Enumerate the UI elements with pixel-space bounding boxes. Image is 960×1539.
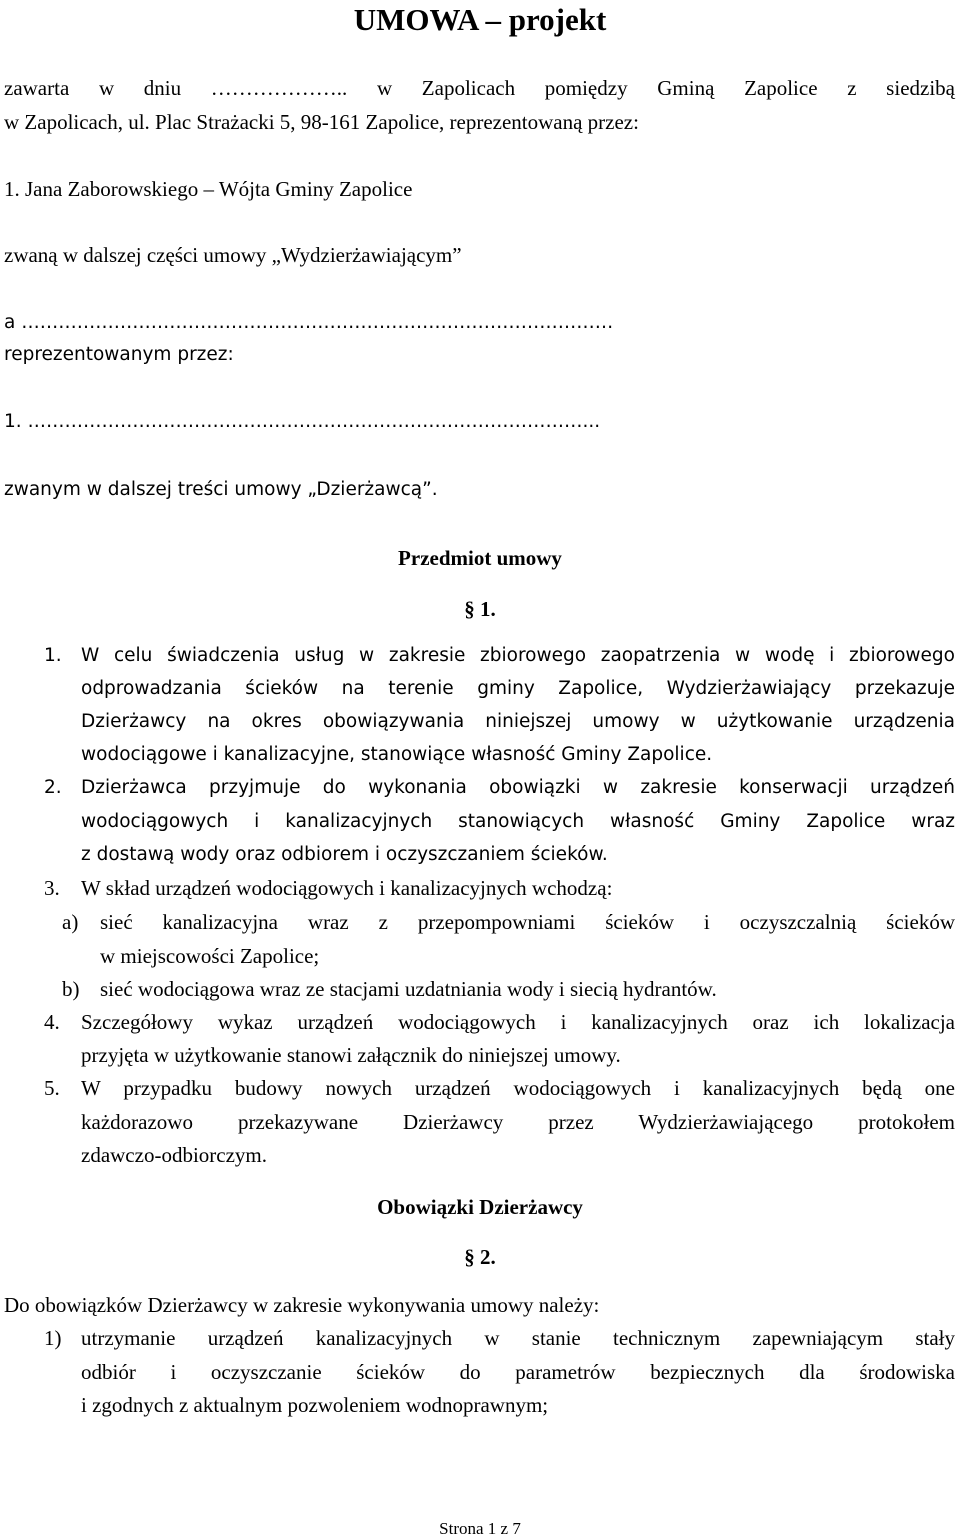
item-2-line-2: wodociągowych i kanalizacyjnych stanowiących własność Gminy Zapolice wraz (81, 811, 955, 832)
intro-line-2: w Zapolicach, ul. Plac Strażacki 5, 98-161 Zapolice, reprezentowaną przez: (4, 110, 639, 134)
item-4-line-2: przyjęta w użytkowanie stanowi załącznik do niniejszej umowy. (81, 1043, 621, 1067)
intro-line-1: zawarta w dniu ……………….. w Zapolicach pomiędzy Gminą Zapolice z siedzibą (4, 76, 955, 100)
party-b-rep: reprezentowanym przez: (4, 344, 234, 365)
item-3b-line-1: sieć wodociągowa wraz ze stacjami uzdatniania wody i siecią hydrantów. (100, 977, 717, 1001)
lessor-named: zwaną w dalszej części umowy „Wydzierżawiającym” (4, 243, 462, 267)
section-2-paragraph: § 2. (464, 1245, 496, 1269)
page-footer: Strona 1 z 7 (439, 1519, 521, 1538)
item-4-line-1: Szczegółowy wykaz urządzeń wodociągowych i kanalizacyjnych oraz ich lokalizacja (81, 1010, 955, 1034)
item-1-line-3: Dzierżawcy na okres obowiązywania niniejszej umowy w użytkowanie urządzenia (81, 711, 955, 732)
item-1-line-4: wodociągowe i kanalizacyjne, stanowiące własność Gminy Zapolice. (81, 744, 713, 765)
item-1-line-1: W celu świadczenia usług w zakresie zbiorowego zaopatrzenia w wodę i zbiorowego (81, 645, 955, 666)
s2-item-1-line-3: i zgodnych z aktualnym pozwoleniem wodnoprawnym; (81, 1393, 549, 1417)
item-5-line-3: zdawczo-odbiorczym. (81, 1143, 267, 1167)
item-3-line-1: W skład urządzeń wodociągowych i kanalizacyjnych wchodzą: (81, 876, 613, 900)
item-5-line-2: każdorazowo przekazywane Dzierżawcy przez Wydzierżawiającego protokołem (81, 1110, 955, 1134)
party-b-rep-item: 1. ………………………………………………………………………………... (4, 413, 601, 432)
item-5-line-1: W przypadku budowy nowych urządzeń wodociągowych i kanalizacyjnych będą one (81, 1076, 955, 1100)
section-2-heading: Obowiązki Dzierżawcy (377, 1195, 583, 1219)
s2-item-1-number: 1) (44, 1326, 62, 1350)
lessee-named: zwanym w dalszej treści umowy „Dzierżawcą”. (4, 479, 438, 500)
section-2-intro: Do obowiązków Dzierżawcy w zakresie wykonywania umowy należy: (4, 1293, 600, 1317)
document-title: UMOWA – projekt (353, 2, 607, 37)
item-1-line-2: odprowadzania ścieków na terenie gminy Zapolice, Wydzierżawiający przekazuje (81, 678, 955, 699)
representative: 1. Jana Zaborowskiego – Wójta Gminy Zapolice (4, 177, 413, 201)
item-3-number: 3. (44, 876, 60, 900)
party-b: a …………………………………………………………………………………… (4, 314, 614, 333)
s2-item-1-line-2: odbiór i oczyszczanie ścieków do parametrów bezpiecznych dla środowiska (81, 1360, 955, 1384)
item-3b-number: b) (62, 977, 80, 1001)
item-1-number: 1. (44, 645, 62, 666)
item-2-line-1: Dzierżawca przyjmuje do wykonania obowiązki w zakresie konserwacji urządzeń (81, 777, 955, 798)
item-3a-line-2: w miejscowości Zapolice; (100, 944, 320, 968)
item-4-number: 4. (44, 1010, 60, 1034)
item-2-line-3: z dostawą wody oraz odbiorem i oczyszczaniem ścieków. (81, 844, 608, 865)
s2-item-1-line-1: utrzymanie urządzeń kanalizacyjnych w stanie technicznym zapewniającym stały (81, 1326, 955, 1350)
section-1-heading: Przedmiot umowy (398, 546, 562, 570)
item-3a-line-1: sieć kanalizacyjna wraz z przepompowniami ścieków i oczyszczalnią ścieków (100, 910, 955, 934)
section-1-paragraph: § 1. (464, 597, 496, 621)
item-5-number: 5. (44, 1076, 60, 1100)
item-3a-number: a) (62, 910, 79, 934)
item-2-number: 2. (44, 777, 62, 798)
